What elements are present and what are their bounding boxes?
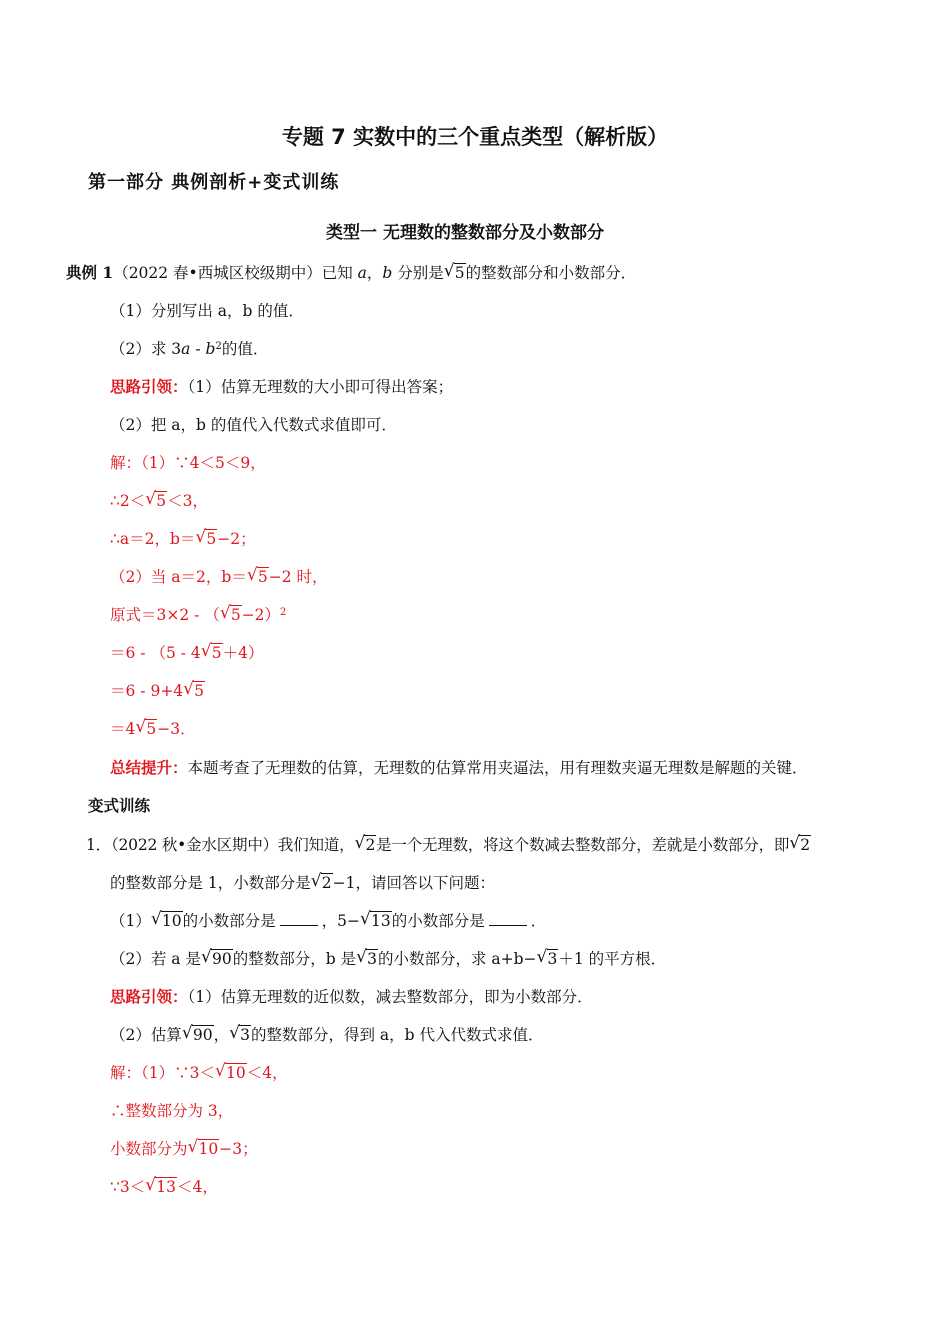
sqrt-3: √ 3: [538, 948, 559, 970]
example1-solution-5: 原式＝3×2 - （√ 5−2）$^2$: [110, 604, 286, 626]
practice1-hint-1: 思路引领：（1）估算无理数的近似数，减去整数部分，即为小数部分．: [110, 988, 593, 1006]
sqrt-10: √ 10: [216, 1062, 247, 1084]
sqrt-5: √ 5: [146, 490, 167, 512]
part-heading: 第一部分 典例剖析+变式训练: [88, 172, 340, 193]
example1-solution-8: ＝4√ 5−3．: [110, 718, 196, 740]
sqrt-5: √ 5: [136, 718, 157, 740]
sqrt-13: √ 13: [361, 910, 392, 932]
sqrt-5: √ 5: [248, 566, 269, 588]
answer-blank[interactable]: [489, 911, 527, 926]
sqrt-13: √ 13: [146, 1176, 177, 1198]
sqrt-10: √ 10: [189, 1138, 220, 1160]
example1-hint-1: 思路引领：（1）估算无理数的大小即可得出答案；: [110, 378, 454, 396]
practice1-solution-4: ∵3＜√ 13＜4，: [110, 1176, 218, 1198]
practice1-question-2: （2）若 a 是√ 90的整数部分，b 是√ 3的小数部分，求 a+b−√ 3＋1 的平方根．: [110, 948, 666, 970]
practice1-stem-line2: 的整数部分是 1，小数部分是√ 2−1，请回答以下问题：: [110, 872, 495, 894]
practice1-question-1: （1）√ 10的小数部分是 ，5−√ 13的小数部分是 ．: [110, 910, 546, 932]
document-title: 专题 7 实数中的三个重点类型（解析版）: [281, 125, 669, 149]
practice1-solution-2: ∴整数部分为 3，: [110, 1102, 234, 1120]
sqrt-5: √ 5: [184, 680, 205, 702]
example1-stem: 典例 1（2022 春•西城区校级期中）已知 a，b 分别是√ 5的整数部分和小数部分．: [66, 262, 636, 284]
type-heading: 类型一 无理数的整数部分及小数部分: [326, 223, 604, 243]
sqrt-2: √ 2: [312, 872, 333, 894]
practice-heading: 变式训练: [88, 797, 151, 815]
example1-summary: 总结提升：本题考查了无理数的估算，无理数的估算常用夹逼法，用有理数夹逼无理数是解题的关键．: [110, 759, 808, 777]
practice1-solution-1: 解：（1）∵3＜√ 10＜4，: [110, 1062, 288, 1084]
practice1-stem-line1: 1．（2022 秋•金水区期中）我们知道，√ 2是一个无理数，将这个数减去整数部分，差就是小数部分，即√ 2: [86, 834, 811, 856]
hint-label: 思路引领：: [110, 988, 188, 1006]
sqrt-3: √ 3: [230, 1024, 251, 1046]
sqrt-5: √ 5: [196, 528, 217, 550]
sqrt-2: √ 2: [355, 834, 376, 856]
example1-solution-6: ＝6 - （5 - 4√ 5＋4）: [110, 642, 264, 664]
sqrt-5: √ 5: [445, 262, 466, 284]
sqrt-90: √ 90: [183, 1024, 214, 1046]
sqrt-3: √ 3: [357, 948, 378, 970]
example1-solution-3: ∴a＝2，b＝√ 5−2；: [110, 528, 256, 550]
sqrt-5: √ 5: [221, 604, 242, 626]
example1-question-2: （2）求 $3a - b^2$的值．: [110, 340, 269, 358]
practice1-solution-3: 小数部分为√ 10−3；: [110, 1138, 258, 1160]
sqrt-90: √ 90: [202, 948, 233, 970]
sqrt-5: √ 5: [202, 642, 223, 664]
example1-hint-2: （2）把 a，b 的值代入代数式求值即可．: [110, 416, 397, 434]
example-label: 典例 1: [66, 263, 114, 282]
answer-blank[interactable]: [280, 911, 318, 926]
sqrt-10: √ 10: [152, 910, 183, 932]
practice1-hint-2: （2）估算√ 90，√ 3的整数部分，得到 a，b 代入代数式求值．: [110, 1024, 544, 1046]
example1-solution-1: 解：（1）∵4＜5＜9，: [110, 454, 266, 472]
example1-question-1: （1）分别写出 a，b 的值．: [110, 302, 304, 320]
example1-solution-7: ＝6 - 9+4√ 5: [110, 680, 205, 702]
summary-label: 总结提升：: [110, 759, 188, 777]
example1-solution-2: ∴2＜√ 5＜3，: [110, 490, 208, 512]
sqrt-2: √ 2: [790, 834, 811, 856]
example1-solution-4: （2）当 a＝2，b＝√ 5−2 时，: [110, 566, 327, 588]
hint-label: 思路引领：: [110, 378, 188, 396]
